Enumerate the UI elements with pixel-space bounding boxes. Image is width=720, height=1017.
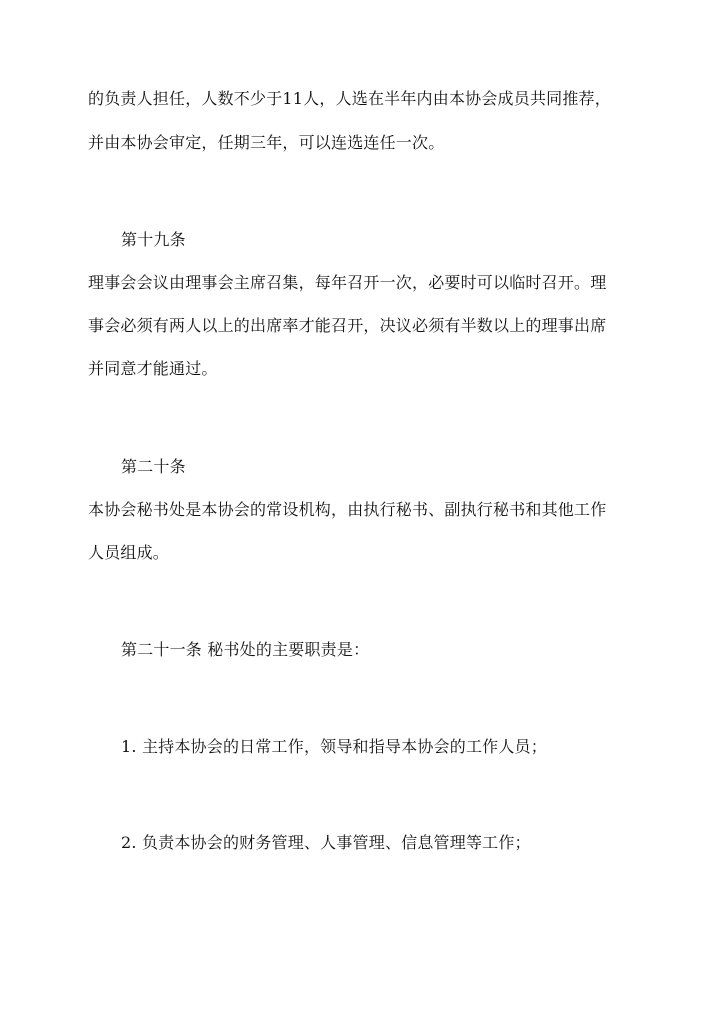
article-heading-20: 第二十条 (121, 457, 186, 476)
body-text-line: 并同意才能通过。 (88, 359, 218, 378)
article-heading-21: 第二十一条 秘书处的主要职责是： (121, 640, 370, 659)
list-item: 2. 负责本协会的财务管理、人事管理、信息管理等工作； (121, 833, 531, 852)
body-text-line: 理事会会议由理事会主席召集，每年召开一次，必要时可以临时召开。理 (88, 273, 607, 292)
body-text-line: 本协会秘书处是本协会的常设机构，由执行秘书、副执行秘书和其他工作 (88, 500, 607, 519)
list-item: 1. 主持本协会的日常工作，领导和指导本协会的工作人员； (121, 737, 547, 756)
body-text-line: 事会必须有两人以上的出席率才能召开，决议必须有半数以上的理事出席 (88, 316, 607, 335)
body-text-line: 人员组成。 (88, 543, 170, 562)
body-text-line: 的负责人担任，人数不少于11人，人选在半年内由本协会成员共同推荐， (88, 89, 611, 108)
body-text-line: 并由本协会审定，任期三年，可以连选连任一次。 (88, 133, 445, 152)
article-heading-19: 第十九条 (121, 230, 186, 249)
